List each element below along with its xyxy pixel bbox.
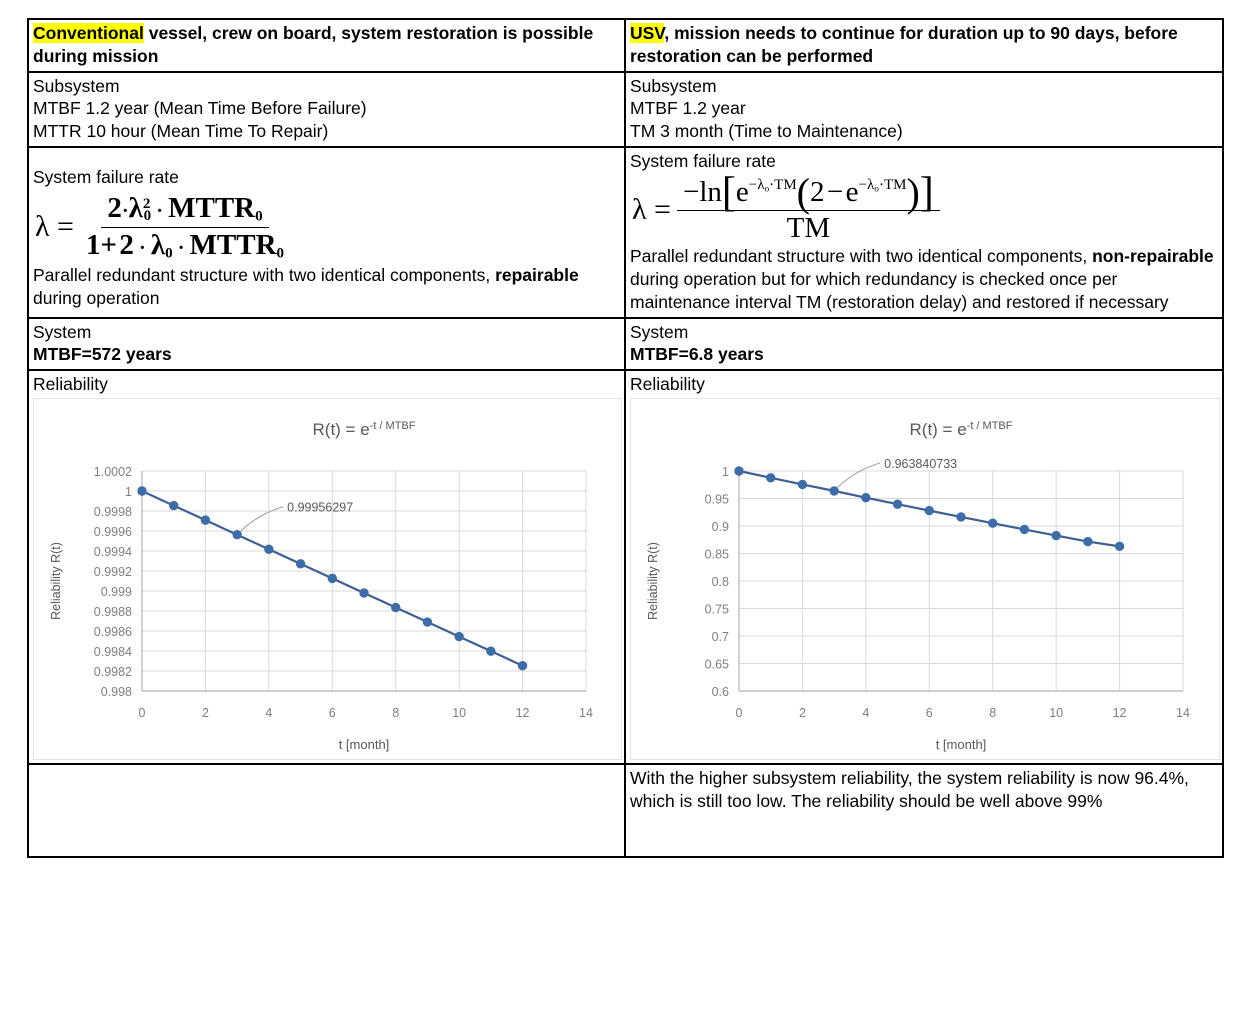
subsystem-right-tm: TM 3 month (Time to Maintenance): [630, 121, 903, 141]
svg-text:8: 8: [989, 705, 997, 720]
svg-text:12: 12: [1112, 705, 1127, 720]
cell-header-conventional: [28, 19, 625, 72]
formula-right-numerator: $-\ln[e^{-\lambda_o\cdot TM}(2$ − $e^{-\lambda_o\cdot TM}$)]: [677, 177, 940, 211]
system-right-title: System: [630, 321, 689, 342]
chart-left-container: [33, 398, 622, 760]
subsystem-right-mtbf: MTBF 1.2 year: [630, 98, 746, 119]
svg-text:0.963840733: 0.963840733: [884, 456, 958, 471]
svg-text:0.9998: 0.9998: [93, 504, 132, 519]
system-left-title: System: [33, 321, 92, 342]
table-row-footer: [28, 764, 1223, 857]
reliability-right-label: Reliability: [630, 374, 705, 395]
svg-text:0.65: 0.65: [704, 657, 729, 672]
cell-reliability-left: [28, 370, 625, 764]
formula-right-denominator: TM: [786, 211, 831, 244]
cell-system-right: [625, 318, 1223, 371]
highlight-conventional: Conventional: [33, 23, 144, 43]
svg-text:0.9: 0.9: [711, 519, 729, 534]
system-left-mtbf: MTBF=572 years: [33, 344, 172, 365]
svg-text:Reliability R(t): Reliability R(t): [646, 541, 660, 620]
svg-text:0.99956297: 0.99956297: [287, 500, 354, 515]
svg-text:8: 8: [392, 705, 400, 720]
svg-text:R(t) = e-t / MTBF: $R(t) = e^{-t / MTBF}$: [909, 419, 1013, 439]
svg-text:0.95: 0.95: [704, 492, 729, 507]
svg-text:12: 12: [515, 705, 530, 720]
svg-text:10: 10: [1049, 705, 1064, 720]
header-left-text: vessel, crew on board, system restoration is possible during mission: [33, 23, 594, 66]
desc-right-pre: Parallel redundant structure with two identical components,: [630, 246, 1093, 267]
cell-failure-rate-left: [28, 147, 625, 318]
svg-text:Reliability R(t): Reliability R(t): [49, 541, 63, 620]
subsystem-left-mtbf: MTBF 1.2 year (Mean Time Before Failure): [33, 98, 367, 119]
failure-rate-left-desc: [33, 264, 620, 310]
cell-reliability-right: [625, 370, 1223, 764]
system-right-mtbf: MTBF=6.8 years: [630, 344, 764, 365]
table-row-failure-rate: [28, 147, 1223, 318]
svg-text:14: 14: [579, 705, 593, 720]
svg-text:1: 1: [125, 484, 132, 499]
reliability-left-label: Reliability: [33, 374, 108, 395]
failure-rate-right-title: System failure rate: [630, 150, 776, 171]
table-row-subsystem: [28, 72, 1223, 147]
highlight-usv: USV: [630, 23, 665, 43]
cell-header-usv: [625, 19, 1223, 72]
desc-left-pre: Parallel redundant structure with two identical components,: [33, 264, 496, 285]
desc-left-post: during operation: [33, 287, 160, 308]
svg-text:0.7: 0.7: [711, 629, 729, 644]
svg-text:2: 2: [798, 705, 806, 720]
svg-text:0.9996: 0.9996: [93, 524, 132, 539]
desc-left-bold: repairable: [495, 264, 579, 285]
chart-right-container: [630, 398, 1220, 760]
formula-left-lambda: [33, 193, 620, 262]
svg-text:0.999: 0.999: [100, 584, 132, 599]
cell-footer-right: [625, 764, 1223, 857]
table-row-system: [28, 318, 1223, 371]
svg-text:2: 2: [201, 705, 209, 720]
svg-text:6: 6: [925, 705, 933, 720]
svg-text:6: 6: [328, 705, 336, 720]
svg-text:0.8: 0.8: [711, 574, 729, 589]
desc-right-post: during operation but for which redundancy is checked once per maintenance interval TM (restoration delay) and restored if necessary: [630, 269, 1169, 312]
svg-text:t [month]: t [month]: [338, 736, 390, 752]
svg-text:0.9994: 0.9994: [93, 544, 132, 559]
svg-text:0.75: 0.75: [704, 602, 729, 617]
svg-text:0.6: 0.6: [711, 684, 729, 699]
failure-rate-right-desc: [630, 245, 1218, 313]
header-right-text: , mission needs to continue for duration up to 90 days, before restoration can be performed: [630, 23, 1178, 66]
subsystem-right-title: Subsystem: [630, 75, 717, 96]
cell-footer-left: [28, 764, 625, 857]
cell-subsystem-left: [28, 72, 625, 147]
formula-left-lhs: λ =: [35, 210, 74, 244]
svg-text:0: 0: [735, 705, 743, 720]
svg-text:R(t) = e-t / MTBF: $R(t) = e^{-t / MTBF}$: [312, 419, 416, 439]
subsystem-left-mttr: MTTR 10 hour (Mean Time To Repair): [33, 121, 329, 141]
svg-text:4: 4: [265, 705, 273, 720]
formula-left-denominator: 1+ $2 \cdot \lambda_0$ · $MTTR_0$: [85, 228, 285, 261]
cell-system-left: [28, 318, 625, 371]
svg-text:0.85: 0.85: [704, 547, 729, 562]
formula-left-numerator: $2\cdot\lambda^2_0$ · $MTTR_0$: [101, 193, 268, 228]
svg-text:0.9992: 0.9992: [93, 564, 132, 579]
failure-rate-left-title: System failure rate: [33, 166, 179, 187]
svg-text:0.9982: 0.9982: [93, 664, 132, 679]
table-row-reliability: [28, 370, 1223, 764]
table-row-header: [28, 19, 1223, 72]
svg-text:0.9986: 0.9986: [93, 624, 132, 639]
cell-subsystem-right: [625, 72, 1223, 147]
svg-text:1.0002: 1.0002: [93, 464, 132, 479]
formula-right-lhs: λ =: [632, 192, 671, 226]
svg-text:0.9988: 0.9988: [93, 604, 132, 619]
svg-text:14: 14: [1176, 705, 1190, 720]
svg-text:0.9984: 0.9984: [93, 644, 132, 659]
comparison-table: [27, 18, 1224, 858]
cell-failure-rate-right: [625, 147, 1223, 318]
reliability-chart-conventional: [34, 399, 614, 759]
subsystem-left-title: Subsystem: [33, 75, 120, 96]
svg-text:4: 4: [862, 705, 870, 720]
formula-right-lambda: [630, 169, 1218, 244]
desc-right-bold: non-repairable: [1092, 246, 1214, 267]
svg-text:t [month]: t [month]: [935, 736, 987, 752]
svg-text:10: 10: [452, 705, 467, 720]
footer-right-note: With the higher subsystem reliability, the system reliability is now 96.4%, which is still too low. The reliability should be well above 99%: [630, 767, 1189, 811]
svg-text:0.998: 0.998: [100, 684, 132, 699]
svg-text:1: 1: [722, 464, 729, 479]
svg-text:0: 0: [138, 705, 146, 720]
reliability-chart-usv: [631, 399, 1211, 759]
footer-left-empty: [33, 767, 620, 853]
